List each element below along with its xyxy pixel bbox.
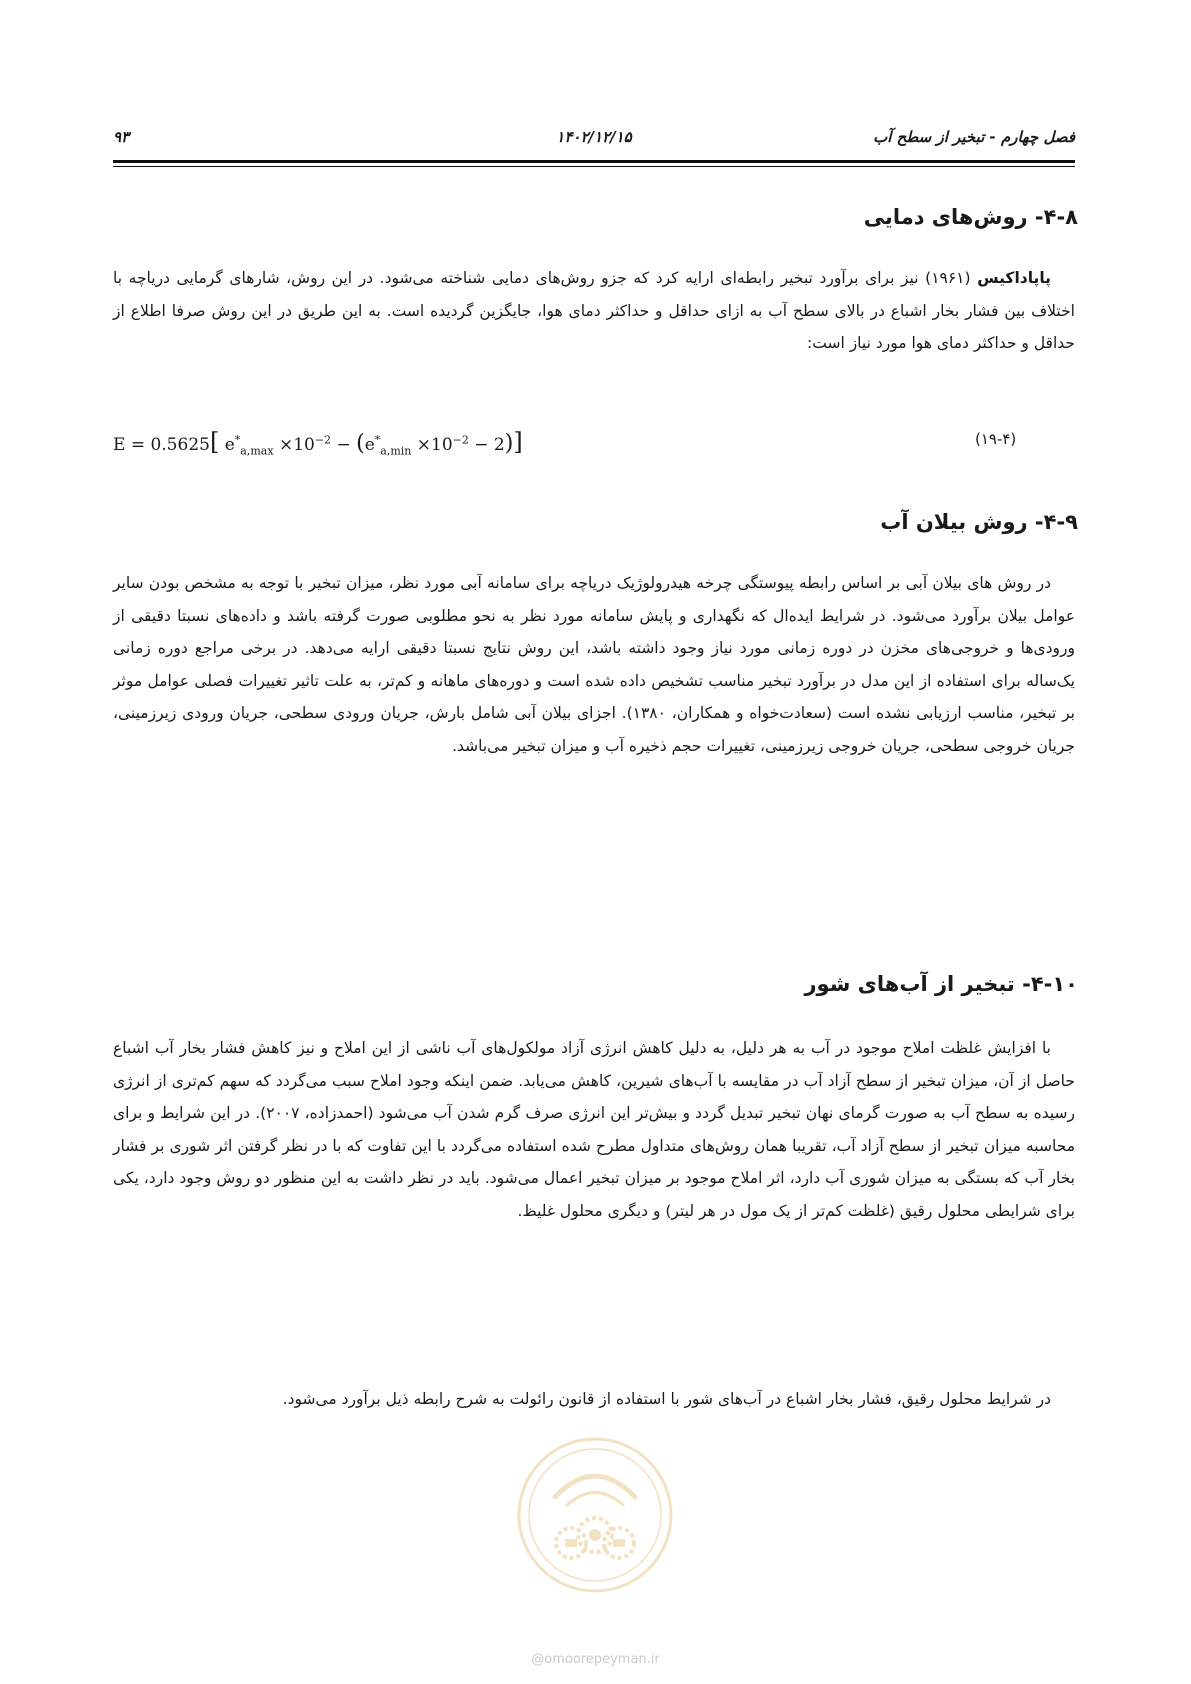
paragraph-temperature-methods [113, 262, 1075, 360]
running-header [113, 128, 1075, 152]
paragraph-saline-water: با افزایش غلظت املاح موجود در آب به هر دلیل، به دلیل کاهش انرژی آزاد مولکول‌های آب ناشی از این املاح و نیز کاهش فشار بخار آب اشباع حاصل از آن، میزان تبخیر از سطح آزاد آب در مقایسه با آب‌های شیرین، کاهش می‌یابد. ضمن اینکه وجود املاح سبب می‌گردد که سهم کم‌تری از انرژی رسیده به سطح آب به صورت گرمای نهان تبخیر تبدیل گردد و بیش‌تر این انرژی صرف گرم شدن آب می‌شود (احمدزاده، ۲۰۰۷). در این شرایط و برای محاسبه میزان تبخیر از سطح آزاد آب، تقریبا همان روش‌های متداول مطرح شده استفاده می‌گردد با این تفاوت که با در نظر گرفتن اثر شوری بر فشار بخار آب که بستگی به میزان شوری آب دارد، اثر املاح موجود بر میزان تبخیر اعمال می‌شود. باید در نظر داشت به این منظور دو روش وجود دارد، یکی برای شرایطی محلول رقیق (غلظت کم‌تر از یک مول در هر لیتر) و دیگری محلول غلیظ. [113, 1039, 1075, 1220]
header-rule-thin [113, 166, 1075, 167]
equation-evaporation: E = 0.5625[ $e^*_{a,max} \times 10^{-2} - (e^*_{a,min} \times 10^{-2} - 2)$] [113, 428, 523, 458]
footer-url: @omoorepeyman.ir [531, 1652, 660, 1667]
paragraph-text: (۱۹۶۱) نیز برای برآورد تبخیر رابطه‌ای ارایه کرد که جزو روش‌های دمایی شناخته می‌شود. در این روش، شارهای گرمایی دریاچه با اختلاف بین فشار بخار اشباع در بالای سطح آب به ازای حداقل و حداکثر دمای هوا، جایگزین گردیده است. به این طریق در این روش صرفا اطلاع از حداقل و حداکثر دمای هوا مورد نیاز است: [113, 269, 1075, 352]
section-heading-temperature-methods: ۴-۸- روش‌های دمایی [863, 205, 1078, 229]
paragraph-dilute-solution: در شرایط محلول رقیق، فشار بخار اشباع در آب‌های شور با استفاده از قانون رائولت به شرح رابطه ذیل برآورد می‌شود. [282, 1390, 1051, 1408]
page-number: ۹۳ [113, 128, 130, 146]
chapter-title: فصل چهارم - تبخیر از سطح آب [873, 128, 1075, 146]
section-heading-water-balance: ۴-۹- روش بیلان آب [880, 510, 1078, 534]
section-heading-saline-water: ۴-۱۰- تبخیر از آب‌های شور [804, 972, 1078, 996]
author-name: پاپاداکیس [977, 269, 1051, 287]
paragraph-water-balance: در روش های بیلان آبی بر اساس رابطه پیوستگی چرخه هیدرولوژیک دریاچه برای سامانه آبی مورد نظر، میزان تبخیر با توجه به مشخص بودن سایر عوامل بیلان برآورد می‌شود. در شرایط ایده‌ال که نگهداری و پایش سامانه مورد نظر به نحو مطلوبی صورت گرفته باشد و داده‌های نسبتا دقیقی از ورودی‌ها و خروجی‌های مخزن در دوره زمانی مورد نیاز وجود داشته باشد، این روش نتایج نسبتا دقیقی ارایه می‌دهد. در برخی مراجع دوره زمانی یک‌ساله برای استفاده از این مدل در برآورد تبخیر مناسب تشخیص داده شده است و دوره‌های ماهانه و کم‌تر، به علت تاثیر تغییرات فصلی عوامل موثر بر تبخیر، مناسب ارزیابی نشده است (سعادت‌خواه و همکاران، ۱۳۸۰). اجزای بیلان آبی شامل بارش، جریان ورودی سطحی، جریان ورودی زیرزمینی، جریان خروجی سطحی، جریان خروجی زیرزمینی، تغییرات حجم ذخیره آب و میزان تبخیر می‌باشد. [113, 574, 1075, 755]
header-date: ۱۴۰۲/۱۲/۱۵ [556, 128, 632, 146]
equation-number: (۱۹-۴) [975, 430, 1017, 448]
header-rule-thick [113, 160, 1075, 163]
seal-logo-icon [515, 1435, 675, 1595]
